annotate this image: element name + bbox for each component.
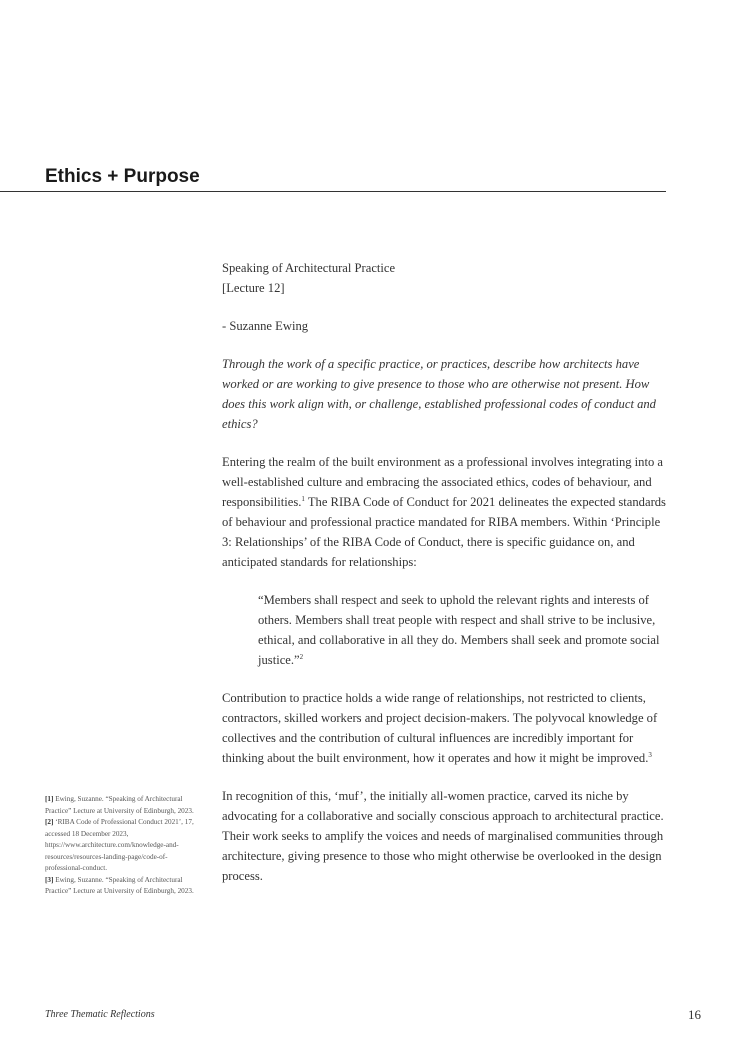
- footnote-2: [45, 817, 205, 875]
- footnote-ref-3: 3: [648, 751, 652, 759]
- essay-question: Through the work of a specific practice, or practices, describe how architects have worked or are working to give presence to those who are otherwise not present. How does this work align with, or challenge, established professional codes of conduct and ethics?: [222, 357, 656, 431]
- lecture-title: [222, 258, 672, 298]
- block-quote: [258, 590, 672, 670]
- footnote-text: Ewing, Suzanne. “Speaking of Architectural Practice” Lecture at University of Edinburgh, 2023.: [45, 875, 194, 895]
- main-text: [222, 258, 672, 886]
- lecture-number: [Lecture 12]: [222, 281, 285, 295]
- paragraph-3: In recognition of this, ‘muf’, the initially all-women practice, carved its niche by advocating for a collaborative and socially conscious approach to architectural practice. Their work seeks to amplify the voices and needs of marginalised communities through architecture, giving presence to those who might otherwise be overlooked in the design process.: [222, 789, 664, 883]
- paragraph-2: [222, 688, 672, 768]
- paragraph-2-text: Contribution to practice holds a wide range of relationships, not restricted to clients, contractors, skilled workers and project decision-makers. The polyvocal knowledge of collectives and the contribution of cultural influences are incredibly important for thinking about the built environment, how it operates and how it might be improved.: [222, 691, 658, 765]
- footnotes: [45, 794, 205, 898]
- quote-text: “Members shall respect and seek to uphold the relevant rights and interests of others. Members shall treat people with respect and shall strive to be inclusive, ethical, and collaborative in all they do. Members shall seek and promote social justice.”: [258, 593, 660, 667]
- page-number: 16: [688, 1007, 701, 1022]
- footer-section-label: Three Thematic Reflections: [45, 1009, 155, 1020]
- header-rule: [0, 191, 666, 192]
- footnote-number: [2]: [45, 818, 54, 826]
- footnote-text: ‘RIBA Code of Professional Conduct 2021’, 17, accessed 18 December 2023, https://www.architecture.com/knowledge-and-resources/resources-landing-page/code-of-professional-conduct.: [45, 818, 194, 872]
- footnote-number: [1]: [45, 795, 54, 803]
- footnote-1: [45, 794, 205, 817]
- footnote-ref-1: 1: [301, 495, 305, 503]
- footnote-ref-2: 2: [299, 653, 304, 661]
- paragraph-1-text-a: Entering the realm of the built environment as a professional involves integrating into a well-established culture and embracing the associated ethics, codes of behaviour, and responsibilities.: [222, 455, 664, 509]
- paragraph-1-text-b: The RIBA Code of Conduct for 2021 delineates the expected standards of behaviour and professional practice mandated for RIBA members. Within ‘Principle 3: Relationships’ of the RIBA Code of Conduct, there is specific guidance on, and anticipated standards for relationships:: [222, 495, 666, 569]
- footnote-number: [3]: [45, 875, 54, 884]
- lecture-name: Speaking of Architectural Practice: [222, 261, 396, 275]
- footnote-text: Ewing, Suzanne. “Speaking of Architectural Practice” Lecture at University of Edinburgh, 2023.: [45, 795, 194, 815]
- lecture-author: - Suzanne Ewing: [222, 319, 309, 333]
- section-title: Ethics + Purpose: [45, 166, 200, 187]
- paragraph-1: [222, 452, 672, 572]
- footnote-3: [45, 875, 205, 898]
